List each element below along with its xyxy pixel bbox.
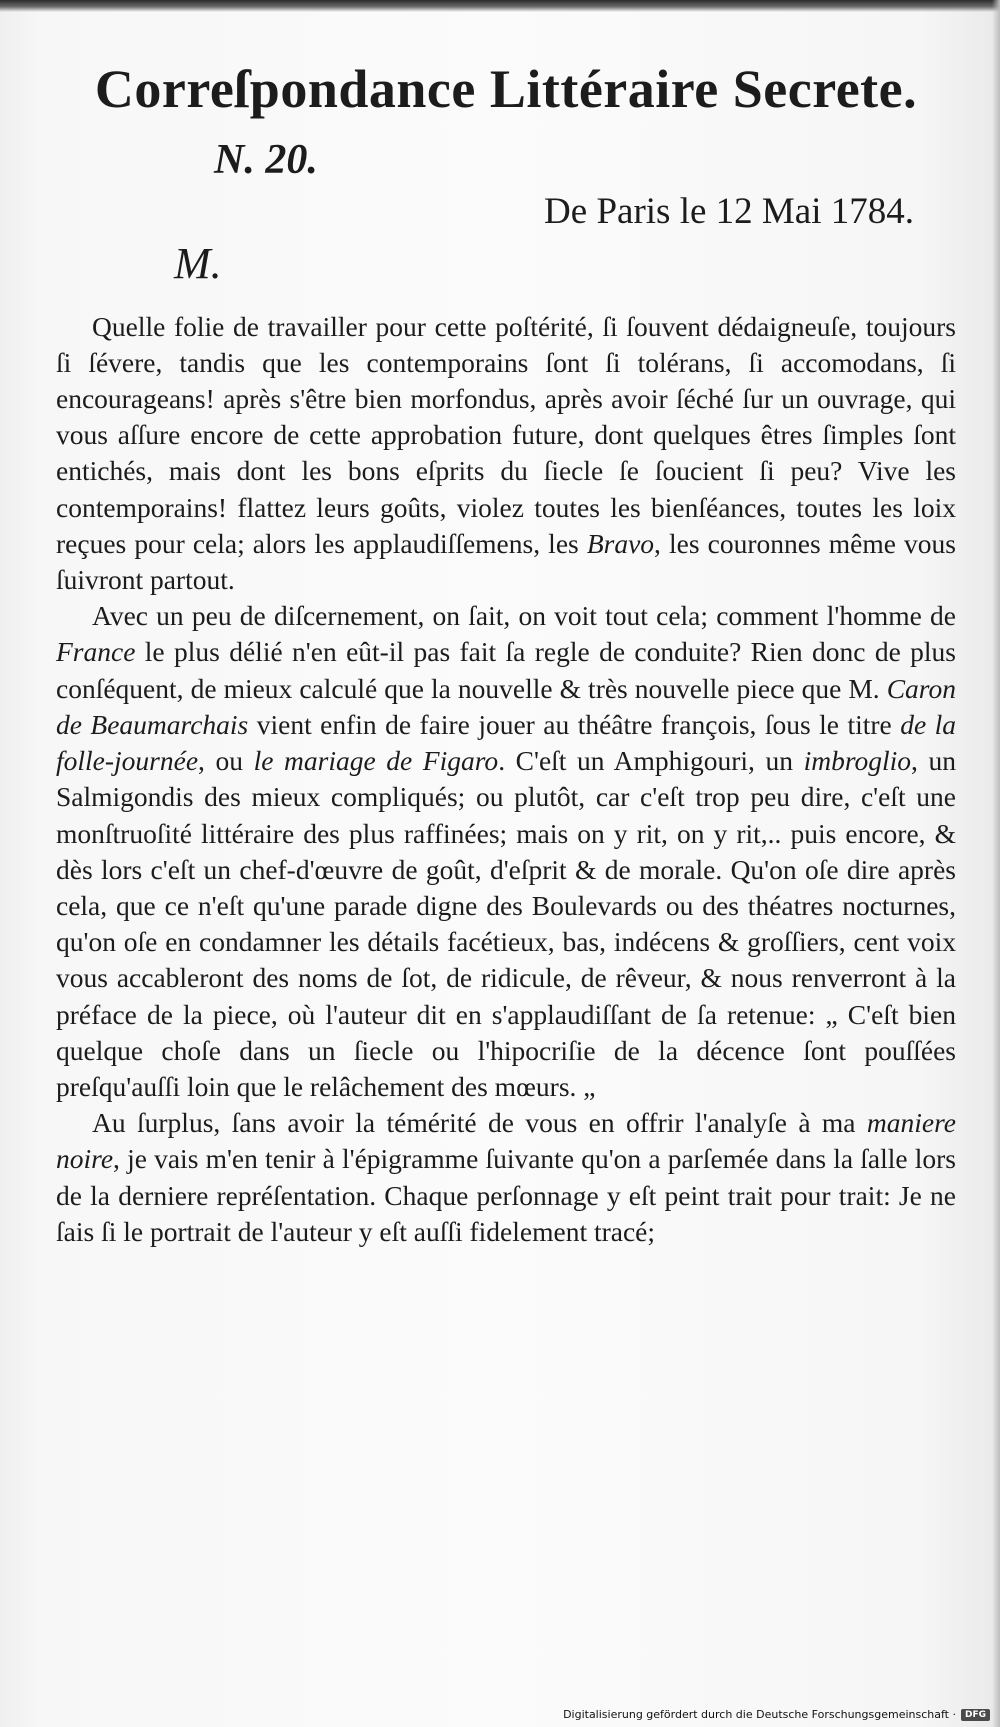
paragraph-1 [56, 309, 956, 599]
italic-text-run: Bravo [586, 527, 655, 559]
text-run: le plus délié n'en eût-il pas fait ſa regle de conduite? Rien donc de plus conſéquent, de mieux calculé que la nouvelle & très nouvelle piece que M. [56, 636, 956, 704]
footer-credit [563, 1708, 990, 1721]
text-run: vient enfin de faire jouer au théâtre françois, ſous le titre [248, 708, 901, 740]
page-right-edge [992, 0, 1000, 1727]
salutation: M. [174, 239, 222, 289]
dfg-logo-badge: DFG [961, 1709, 990, 1721]
text-run: . C'eſt un Amphigouri, un [498, 745, 804, 777]
dateline: De Paris le 12 Mai 1784. [544, 190, 914, 232]
text-run: Avec un peu de diſcernement, on ſait, on voit tout cela; comment l'homme de [92, 600, 956, 632]
text-run: , je vais m'en tenir à l'épigramme ſuivante qu'on a parſemée dans la ſalle lors de la derniere repréſentation. Chaque perſonnage y eſt peint trait pour trait: Je ne ſais ſi le portrait de l'auteur y eſt auſſi fidelement tracé; [56, 1143, 956, 1247]
italic-text-run: France [56, 636, 136, 668]
italic-text-run: maniere noire [56, 1107, 956, 1175]
italic-text-run: le mariage de Figaro [253, 745, 499, 777]
paragraph-2 [56, 598, 956, 1105]
text-run: , ou [198, 745, 254, 777]
masthead-title: Correſpondance Littéraire Secrete. [94, 59, 918, 119]
document-page [56, 36, 956, 1686]
body-text [56, 309, 956, 1250]
italic-text-run: imbroglio [803, 745, 912, 777]
page-top-edge [0, 0, 1000, 12]
text-run: Au ſurplus, ſans avoir la témérité de vous en offrir l'analyſe à ma [92, 1107, 867, 1139]
text-run: Quelle folie de travailler pour cette poſtérité, ſi ſouvent dédaigneuſe, toujours ſi ſévere, tandis que les contemporains ſont ſi tolérans, ſi accomodans, ſi encourageans! après s'être bien morfondus, après avoir ſéché ſur un ouvrage, qui vous aſſure encore de cette approbation future, dont quelques êtres ſimples ſont entichés, mais dont les bons eſprits du ſiecle ſe ſoucient ſi peu? Vive les contemporains! flattez leurs goûts, violez toutes les bienſéances, toutes les loix reçues pour cela; alors les applaudiſſemens, les [56, 310, 956, 559]
text-run: , les couronnes même vous ſuivront partout. [56, 527, 956, 596]
text-run: , un Salmigondis des mieux compliqués; ou plutôt, car c'eſt trop peu dire, c'eſt une monſtruoſité littéraire des plus raffinées; mais on y rit, on y rit,.. puis encore, & dès lors c'eſt un chef-d'œuvre de goût, d'eſprit & de morale. Qu'on oſe dire après cela, que ce n'eſt qu'une parade digne des Boulevards ou des théatres nocturnes, qu'on oſe en condamner les détails facétieux, bas, indécens & groſſiers, cent voix vous accableront des noms de ſot, de ridicule, de rêveur, & nous renverront à la préface de la piece, où l'auteur dit en s'applaudiſſant de ſa retenue: „ C'eſt bien quelque choſe dans un ſiecle ou l'hipocriſie de la décence ſont pouſſées preſqu'auſſi loin que le relâchement des mœurs. „ [56, 745, 956, 1102]
issue-number: N. 20. [214, 137, 318, 184]
italic-text-run: Caron de Beaumarchais [56, 672, 956, 740]
italic-text-run: de la folle-journée [56, 708, 956, 777]
paragraph-3 [56, 1105, 956, 1250]
footer-credit-text: Digitalisierung gefördert durch die Deutsche Forschungsgemeinschaft · [563, 1708, 956, 1721]
